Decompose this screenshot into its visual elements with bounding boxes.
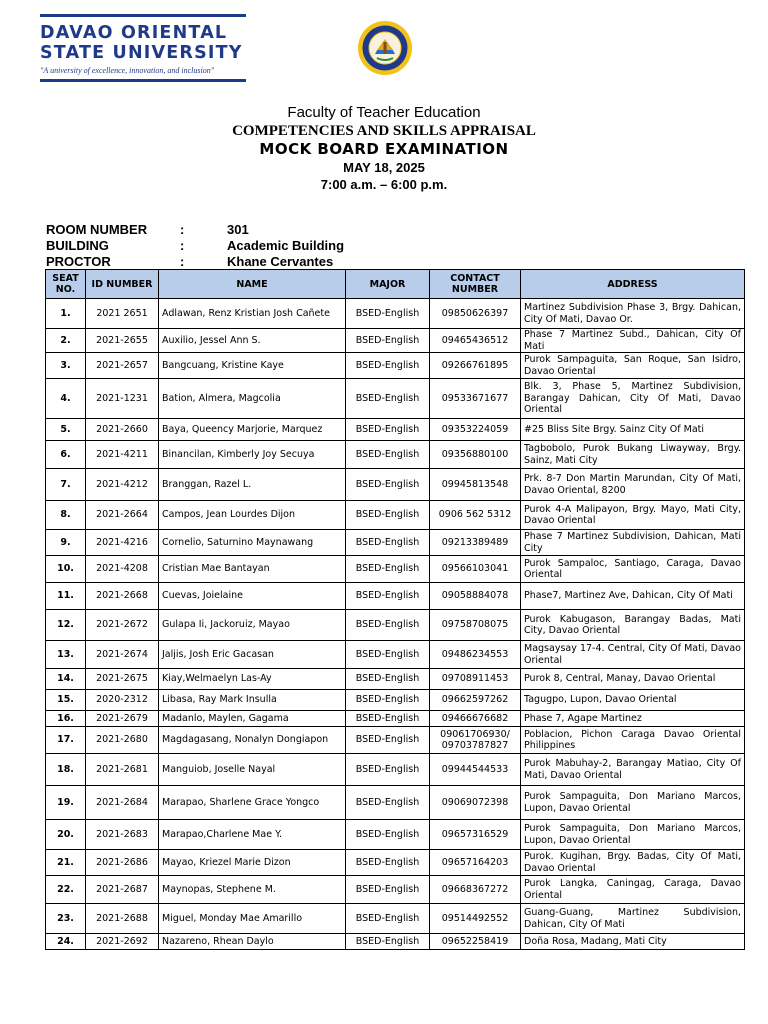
examinee-table xyxy=(45,269,745,950)
major-cell: BSED-English xyxy=(346,299,430,329)
name-cell: Miguel, Monday Mae Amarillo xyxy=(159,904,346,934)
seat-cell: 8. xyxy=(46,501,86,530)
address-cell: Phase 7 Martinez Subdivision, Dahican, Mati City xyxy=(521,530,745,556)
column-header-name: NAME xyxy=(159,270,346,299)
id-cell: 2021-2684 xyxy=(86,786,159,820)
contact-cell: 09356880100 xyxy=(430,441,521,469)
seat-cell: 2. xyxy=(46,329,86,353)
major-cell: BSED-English xyxy=(346,820,430,850)
id-cell: 2021-2686 xyxy=(86,850,159,876)
exam-date: MAY 18, 2025 xyxy=(343,160,425,175)
major-cell: BSED-English xyxy=(346,530,430,556)
contact-cell: 09668367272 xyxy=(430,876,521,904)
id-cell: 2021-2688 xyxy=(86,904,159,934)
contact-cell: 09944544533 xyxy=(430,754,521,786)
address-cell: Purok Sampaguita, San Roque, San Isidro, Davao Oriental xyxy=(521,353,745,379)
id-cell: 2021-2664 xyxy=(86,501,159,530)
name-cell: Marapao, Sharlene Grace Yongco xyxy=(159,786,346,820)
seat-cell: 21. xyxy=(46,850,86,876)
id-cell: 2021-2680 xyxy=(86,727,159,754)
table-row xyxy=(46,329,745,353)
seat-cell: 19. xyxy=(46,786,86,820)
major-cell: BSED-English xyxy=(346,441,430,469)
name-cell: Cornelio, Saturnino Maynawang xyxy=(159,530,346,556)
logo-top-rule xyxy=(40,14,246,17)
address-cell: Purok 8, Central, Manay, Davao Oriental xyxy=(521,669,745,690)
name-cell: Bangcuang, Kristine Kaye xyxy=(159,353,346,379)
name-cell: Binancilan, Kimberly Joy Secuya xyxy=(159,441,346,469)
address-cell: Poblacion, Pichon Caraga Davao Oriental Philippines xyxy=(521,727,745,754)
building-row xyxy=(46,238,446,254)
table-row xyxy=(46,419,745,441)
column-header-seat: SEAT NO. xyxy=(46,270,86,299)
name-cell: Manguiob, Joselle Nayal xyxy=(159,754,346,786)
name-cell: Magdagasang, Nonalyn Dongiapon xyxy=(159,727,346,754)
exam-time: 7:00 a.m. – 6:00 p.m. xyxy=(320,177,448,192)
room-info xyxy=(46,222,446,270)
table-row xyxy=(46,641,745,669)
table-body xyxy=(46,299,745,950)
major-cell: BSED-English xyxy=(346,754,430,786)
contact-cell: 09465436512 xyxy=(430,329,521,353)
proctor-value: Khane Cervantes xyxy=(227,254,334,269)
seat-cell: 24. xyxy=(46,934,86,950)
logo-bottom-rule xyxy=(40,79,246,82)
address-cell: #25 Bliss Site Brgy. Sainz City Of Mati xyxy=(521,419,745,441)
table-header-row xyxy=(46,270,745,299)
id-cell: 2021-4216 xyxy=(86,530,159,556)
contact-cell: 09466676682 xyxy=(430,711,521,727)
id-cell: 2021-2692 xyxy=(86,934,159,950)
seat-cell: 5. xyxy=(46,419,86,441)
major-cell: BSED-English xyxy=(346,727,430,754)
major-cell: BSED-English xyxy=(346,469,430,501)
name-cell: Baya, Queency Marjorie, Marquez xyxy=(159,419,346,441)
table-row xyxy=(46,690,745,711)
table-row xyxy=(46,786,745,820)
major-cell: BSED-English xyxy=(346,786,430,820)
seat-cell: 6. xyxy=(46,441,86,469)
address-cell: Magsaysay 17-4. Central, City Of Mati, Davao Oriental xyxy=(521,641,745,669)
university-tagline: "A university of excellence, innovation, and inclusion" xyxy=(40,66,215,75)
contact-cell: 09266761895 xyxy=(430,353,521,379)
address-cell: Blk. 3, Phase 5, Martinez Subdivision, Barangay Dahican, City Of Mati, Davao Oriental xyxy=(521,379,745,419)
id-cell: 2020-2312 xyxy=(86,690,159,711)
seat-cell: 3. xyxy=(46,353,86,379)
seat-cell: 11. xyxy=(46,583,86,610)
address-cell: Phase 7, Agape Martinez xyxy=(521,711,745,727)
major-cell: BSED-English xyxy=(346,501,430,530)
proctor-row xyxy=(46,254,446,270)
id-cell: 2021-2675 xyxy=(86,669,159,690)
table-row xyxy=(46,299,745,329)
address-cell: Guang-Guang, Martinez Subdivision, Dahican, City Of Mati xyxy=(521,904,745,934)
table-row xyxy=(46,353,745,379)
table-row xyxy=(46,754,745,786)
contact-cell: 09058884078 xyxy=(430,583,521,610)
name-cell: Adlawan, Renz Kristian Josh Cañete xyxy=(159,299,346,329)
seat-cell: 9. xyxy=(46,530,86,556)
seat-cell: 14. xyxy=(46,669,86,690)
column-header-contact: CONTACT NUMBER xyxy=(430,270,521,299)
major-cell: BSED-English xyxy=(346,904,430,934)
name-cell: Mayao, Kriezel Marie Dizon xyxy=(159,850,346,876)
university-name-line1: DAVAO ORIENTAL xyxy=(40,23,228,43)
address-cell: Purok Sampaloc, Santiago, Caraga, Davao Oriental xyxy=(521,556,745,583)
address-cell: Purok Langka, Caningag, Caraga, Davao Oriental xyxy=(521,876,745,904)
major-cell: BSED-English xyxy=(346,711,430,727)
contact-cell: 09945813548 xyxy=(430,469,521,501)
room-number-value: 301 xyxy=(227,222,249,237)
contact-cell: 09652258419 xyxy=(430,934,521,950)
id-cell: 2021-2660 xyxy=(86,419,159,441)
id-cell: 2021-1231 xyxy=(86,379,159,419)
seat-cell: 17. xyxy=(46,727,86,754)
appraisal-title: COMPETENCIES AND SKILLS APPRAISAL xyxy=(232,123,536,139)
table-row xyxy=(46,610,745,641)
major-cell: BSED-English xyxy=(346,850,430,876)
id-cell: 2021-2655 xyxy=(86,329,159,353)
proctor-colon: : xyxy=(180,254,185,269)
table-row xyxy=(46,727,745,754)
contact-cell: 09353224059 xyxy=(430,419,521,441)
major-cell: BSED-English xyxy=(346,353,430,379)
id-cell: 2021-2687 xyxy=(86,876,159,904)
id-cell: 2021-2674 xyxy=(86,641,159,669)
name-cell: Libasa, Ray Mark Insulla xyxy=(159,690,346,711)
contact-cell: 09657164203 xyxy=(430,850,521,876)
major-cell: BSED-English xyxy=(346,419,430,441)
address-cell: Purok Mabuhay-2, Barangay Matiao, City Of Mati, Davao Oriental xyxy=(521,754,745,786)
proctor-label: PROCTOR xyxy=(46,254,111,269)
major-cell: BSED-English xyxy=(346,329,430,353)
seat-cell: 18. xyxy=(46,754,86,786)
table-row xyxy=(46,876,745,904)
name-cell: Nazareno, Rhean Daylo xyxy=(159,934,346,950)
contact-cell: 09213389489 xyxy=(430,530,521,556)
address-cell: Purok. Kugihan, Brgy. Badas, City Of Mati, Davao Oriental xyxy=(521,850,745,876)
name-cell: Campos, Jean Lourdes Dijon xyxy=(159,501,346,530)
major-cell: BSED-English xyxy=(346,690,430,711)
room-number-label: ROOM NUMBER xyxy=(46,222,148,237)
building-colon: : xyxy=(180,238,185,253)
seat-cell: 7. xyxy=(46,469,86,501)
major-cell: BSED-English xyxy=(346,641,430,669)
major-cell: BSED-English xyxy=(346,876,430,904)
building-label: BUILDING xyxy=(46,238,109,253)
table-row xyxy=(46,820,745,850)
seat-cell: 15. xyxy=(46,690,86,711)
major-cell: BSED-English xyxy=(346,934,430,950)
id-cell: 2021-4211 xyxy=(86,441,159,469)
contact-cell: 0906 562 5312 xyxy=(430,501,521,530)
major-cell: BSED-English xyxy=(346,669,430,690)
name-cell: Bation, Almera, Magcolia xyxy=(159,379,346,419)
table-row xyxy=(46,441,745,469)
id-cell: 2021-2679 xyxy=(86,711,159,727)
address-cell: Prk. 8-7 Don Martin Marundan, City Of Mati, Davao Oriental, 8200 xyxy=(521,469,745,501)
seat-cell: 16. xyxy=(46,711,86,727)
id-cell: 2021-2672 xyxy=(86,610,159,641)
address-cell: Purok 4-A Malipayon, Brgy. Mayo, Mati City, Davao Oriental xyxy=(521,501,745,530)
name-cell: Madanlo, Maylen, Gagama xyxy=(159,711,346,727)
address-cell: Doña Rosa, Madang, Mati City xyxy=(521,934,745,950)
seat-cell: 20. xyxy=(46,820,86,850)
column-header-address: ADDRESS xyxy=(521,270,745,299)
university-name-line2: STATE UNIVERSITY xyxy=(40,43,243,63)
table-row xyxy=(46,583,745,610)
name-cell: Gulapa Ii, Jackoruiz, Mayao xyxy=(159,610,346,641)
seat-cell: 12. xyxy=(46,610,86,641)
address-cell: Purok Sampaguita, Don Mariano Marcos, Lupon, Davao Oriental xyxy=(521,820,745,850)
seat-cell: 1. xyxy=(46,299,86,329)
table-row xyxy=(46,850,745,876)
table-row xyxy=(46,934,745,950)
address-cell: Martinez Subdivision Phase 3, Brgy. Dahican, City Of Mati, Davao Or. xyxy=(521,299,745,329)
seat-cell: 13. xyxy=(46,641,86,669)
seat-cell: 23. xyxy=(46,904,86,934)
column-header-major: MAJOR xyxy=(346,270,430,299)
name-cell: Branggan, Razel L. xyxy=(159,469,346,501)
university-seal-icon xyxy=(357,20,413,76)
name-cell: Jaljis, Josh Eric Gacasan xyxy=(159,641,346,669)
address-cell: Purok Kabugason, Barangay Badas, Mati City, Davao Oriental xyxy=(521,610,745,641)
address-cell: Tagugpo, Lupon, Davao Oriental xyxy=(521,690,745,711)
id-cell: 2021-2657 xyxy=(86,353,159,379)
exam-title: MOCK BOARD EXAMINATION xyxy=(259,140,509,158)
address-cell: Phase 7 Martinez Subd., Dahican, City Of Mati xyxy=(521,329,745,353)
university-logo xyxy=(40,14,255,82)
major-cell: BSED-English xyxy=(346,379,430,419)
table-row xyxy=(46,904,745,934)
contact-cell: 09061706930/ 09703787827 xyxy=(430,727,521,754)
contact-cell: 09069072398 xyxy=(430,786,521,820)
id-cell: 2021-2683 xyxy=(86,820,159,850)
name-cell: Maynopas, Stephene M. xyxy=(159,876,346,904)
name-cell: Cuevas, Joielaine xyxy=(159,583,346,610)
contact-cell: 09850626397 xyxy=(430,299,521,329)
contact-cell: 09662597262 xyxy=(430,690,521,711)
address-cell: Phase7, Martinez Ave, Dahican, City Of Mati xyxy=(521,583,745,610)
id-cell: 2021-2668 xyxy=(86,583,159,610)
faculty-title: Faculty of Teacher Education xyxy=(287,104,481,121)
contact-cell: 09514492552 xyxy=(430,904,521,934)
room-number-colon: : xyxy=(180,222,185,237)
name-cell: Cristian Mae Bantayan xyxy=(159,556,346,583)
table-row xyxy=(46,501,745,530)
address-cell: Tagbobolo, Purok Bukang Liwayway, Brgy. Sainz, Mati City xyxy=(521,441,745,469)
id-cell: 2021-2681 xyxy=(86,754,159,786)
major-cell: BSED-English xyxy=(346,556,430,583)
contact-cell: 09758708075 xyxy=(430,610,521,641)
id-cell: 2021-4208 xyxy=(86,556,159,583)
table-row xyxy=(46,379,745,419)
name-cell: Kiay,Welmaelyn Las-Ay xyxy=(159,669,346,690)
contact-cell: 09657316529 xyxy=(430,820,521,850)
contact-cell: 09708911453 xyxy=(430,669,521,690)
major-cell: BSED-English xyxy=(346,610,430,641)
contact-cell: 09566103041 xyxy=(430,556,521,583)
id-cell: 2021-4212 xyxy=(86,469,159,501)
seat-cell: 22. xyxy=(46,876,86,904)
table-row xyxy=(46,530,745,556)
name-cell: Marapao,Charlene Mae Y. xyxy=(159,820,346,850)
address-cell: Purok Sampaguita, Don Mariano Marcos, Lupon, Davao Oriental xyxy=(521,786,745,820)
table-row xyxy=(46,711,745,727)
seat-cell: 4. xyxy=(46,379,86,419)
table-row xyxy=(46,469,745,501)
id-cell: 2021 2651 xyxy=(86,299,159,329)
table-row xyxy=(46,556,745,583)
exam-header xyxy=(0,104,768,193)
major-cell: BSED-English xyxy=(346,583,430,610)
contact-cell: 09533671677 xyxy=(430,379,521,419)
contact-cell: 09486234553 xyxy=(430,641,521,669)
name-cell: Auxilio, Jessel Ann S. xyxy=(159,329,346,353)
column-header-id: ID NUMBER xyxy=(86,270,159,299)
table-row xyxy=(46,669,745,690)
building-value: Academic Building xyxy=(227,238,345,253)
seat-cell: 10. xyxy=(46,556,86,583)
room-number-row xyxy=(46,222,446,238)
